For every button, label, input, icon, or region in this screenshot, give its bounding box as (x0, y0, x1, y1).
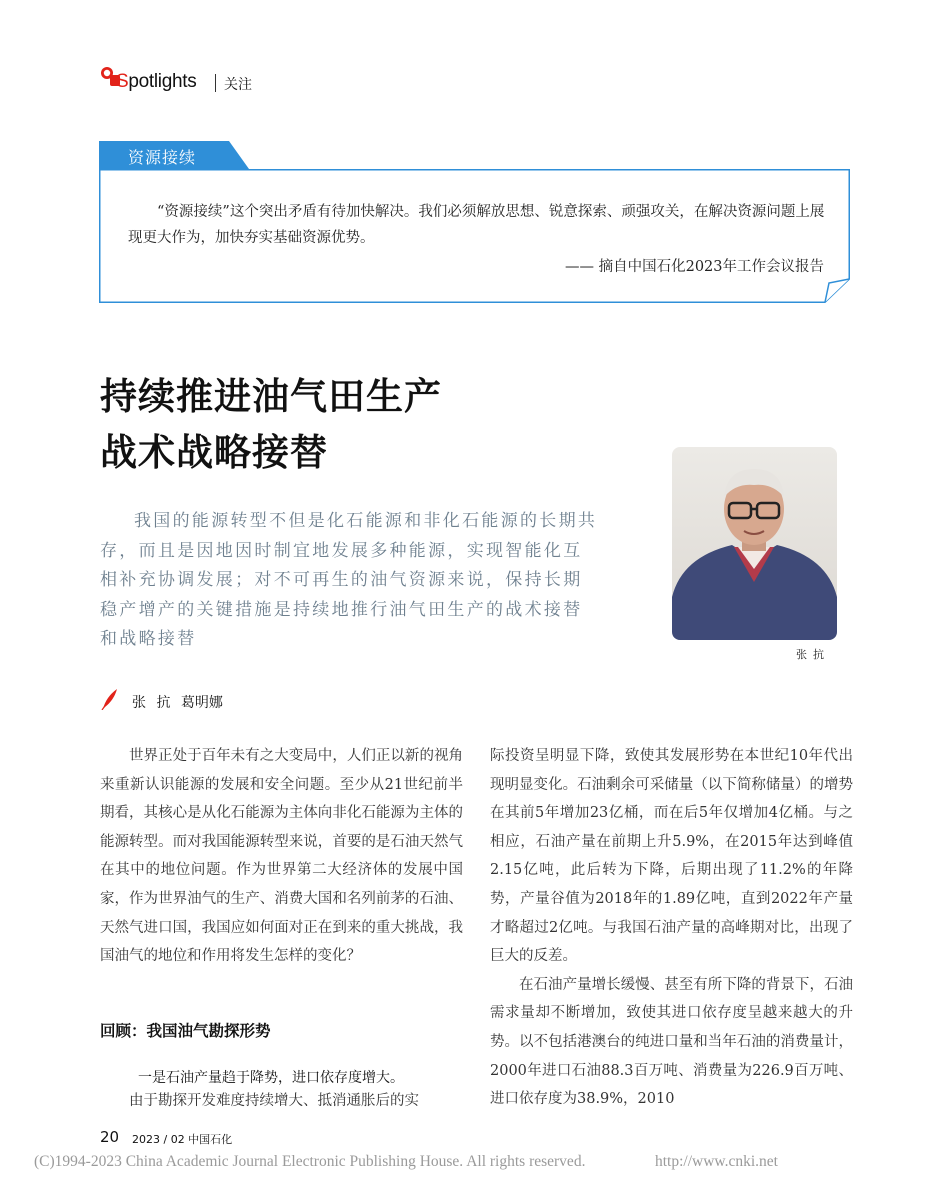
article-authors: 张 抗 葛明娜 (132, 695, 223, 711)
quill-icon (100, 688, 120, 710)
point-heading: 一是石油产量趋于降势，进口依存度增大。 (138, 1070, 404, 1086)
quote-text: “资源接续”这个突出矛盾有待加快解决。我们必须解放思想、锐意探索、顽强攻关，在解决资源问题上展现更大作为，加快夯实基础资源优势。 (128, 204, 825, 246)
photo-caption: 张抗 (796, 648, 830, 661)
copyright-notice: (C)1994-2023 China Academic Journal Electronic Publishing House. All rights reserved. (34, 1153, 586, 1170)
section-label: 关注 (224, 77, 252, 93)
issue-info: 2023 / 02 中国石化 (132, 1133, 233, 1146)
body-column-right (490, 742, 853, 1114)
body-paragraph: 际投资呈明显下降，致使其发展形势在本世纪10年代出现明显变化。石油剩余可采储量（以下简称储量）的增势在其前5年增加23亿桶，而在后5年仅增加4亿桶。与之相应，石油产量在前期上升5.9%，在2015年达到峰值2.15亿吨，此后转为下降，后期出现了11.2%的年降势，产量谷值为2018年的1.89亿吨，直到2022年产量才略超过2亿吨。与我国石油产量的高峰期对比，出现了巨大的反差。 (490, 748, 853, 965)
quote-source: —— 摘自中国石化2023年工作会议报告 (564, 259, 824, 275)
header-divider (215, 74, 216, 92)
body-column-left-continued (100, 1087, 463, 1116)
section-heading: 回顾：我国油气勘探形势 (100, 1021, 271, 1040)
body-paragraph: 由于勘探开发难度持续增大、抵消通胀后的实 (129, 1093, 419, 1109)
page-number: 20 (100, 1128, 120, 1146)
brand-name: Spotlights (116, 71, 197, 92)
quote-tab-label: 资源接续 (128, 148, 197, 167)
body-column-left (100, 742, 463, 971)
body-paragraph: 世界正处于百年未有之大变局中，人们正以新的视角来重新认识能源的发展和安全问题。至少从21世纪前半期看，其核心是从化石能源为主体向非化石能源为主体的能源转型。而对我国能源转型来说，首要的是石油天然气在其中的地位问题。作为世界第二大经济体的发展中国家，作为世界油气的生产、消费大国和名列前茅的石油、天然气进口国，我国应如何面对正在到来的重大挑战，我国油气的地位和作用将发生怎样的变化？ (100, 748, 463, 965)
spotlights-logo (100, 66, 218, 94)
source-url: http://www.cnki.net (655, 1153, 778, 1170)
body-paragraph: 在石油产量增长缓慢、甚至有所下降的背景下，石油需求量却不断增加，致使其进口依存度呈越来越大的升势。以不包括港澳台的纯进口量和当年石油的消费量计，2000年进口石油88.3百万吨、消费量为226.9百万吨、进口依存度为38.9%，2010 (490, 976, 853, 1108)
article-title-line-2: 战术战略接替 (100, 431, 328, 474)
article-title-line-1: 持续推进油气田生产 (100, 375, 442, 418)
author-photo (672, 447, 837, 640)
article-abstract: 我国的能源转型不但是化石能源和非化石能源的长期共存，而且是因地因时制宜地发展多种能源，实现智能化互相补充协调发展；对不可再生的油气资源来说，保持长期稳产增产的关键措施是持续地推行油气田生产的战术接替和战略接替 (100, 511, 598, 649)
